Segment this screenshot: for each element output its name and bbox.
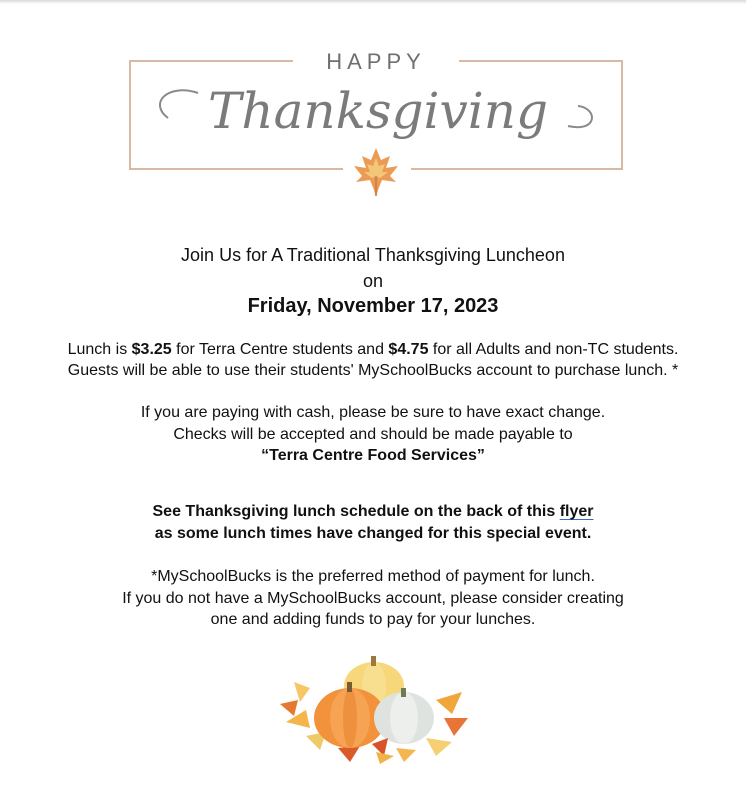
payee-name: “Terra Centre Food Services” xyxy=(261,447,485,464)
student-price: $3.25 xyxy=(131,341,172,358)
invite-line-1: Join Us for A Traditional Thanksgiving Luncheon xyxy=(181,245,565,265)
event-date: Friday, November 17, 2023 xyxy=(247,295,499,317)
maple-leaf-icon xyxy=(354,148,398,196)
cash-line-2: Checks will be accepted and should be made payable to xyxy=(173,426,573,443)
happy-thanksgiving-banner xyxy=(128,48,624,196)
adult-price: $4.75 xyxy=(388,341,429,358)
schedule-text: See Thanksgiving lunch schedule on the back of this xyxy=(152,503,560,520)
pricing-text-c: for all Adults and non-TC students. xyxy=(428,341,679,358)
pricing-line-2: Guests will be able to use their students' MySchoolBucks account to purchase lunch. * xyxy=(67,362,679,379)
happy-text: HAPPY xyxy=(326,49,426,74)
pricing-text-b: for Terra Centre students and xyxy=(171,341,389,358)
invite-line-2: on xyxy=(362,271,384,291)
flyer-link[interactable]: flyer xyxy=(559,503,594,520)
pricing-line-1 xyxy=(0,342,746,358)
top-border xyxy=(0,0,746,4)
pricing-text-a: Lunch is xyxy=(67,341,132,358)
schedule-line-2: as some lunch times have changed for this special event. xyxy=(154,525,592,542)
note-line-2: If you do not have a MySchoolBucks account, please consider creating xyxy=(122,590,624,607)
note-line-1: *MySchoolBucks is the preferred method of payment for lunch. xyxy=(151,568,595,585)
note-line-3: one and adding funds to pay for your lunches. xyxy=(210,611,536,628)
cash-line-1: If you are paying with cash, please be sure to have exact change. xyxy=(140,404,606,421)
schedule-line-1 xyxy=(0,504,746,520)
thanksgiving-text: Thanksgiving xyxy=(208,82,548,140)
pumpkins-illustration xyxy=(276,652,472,764)
